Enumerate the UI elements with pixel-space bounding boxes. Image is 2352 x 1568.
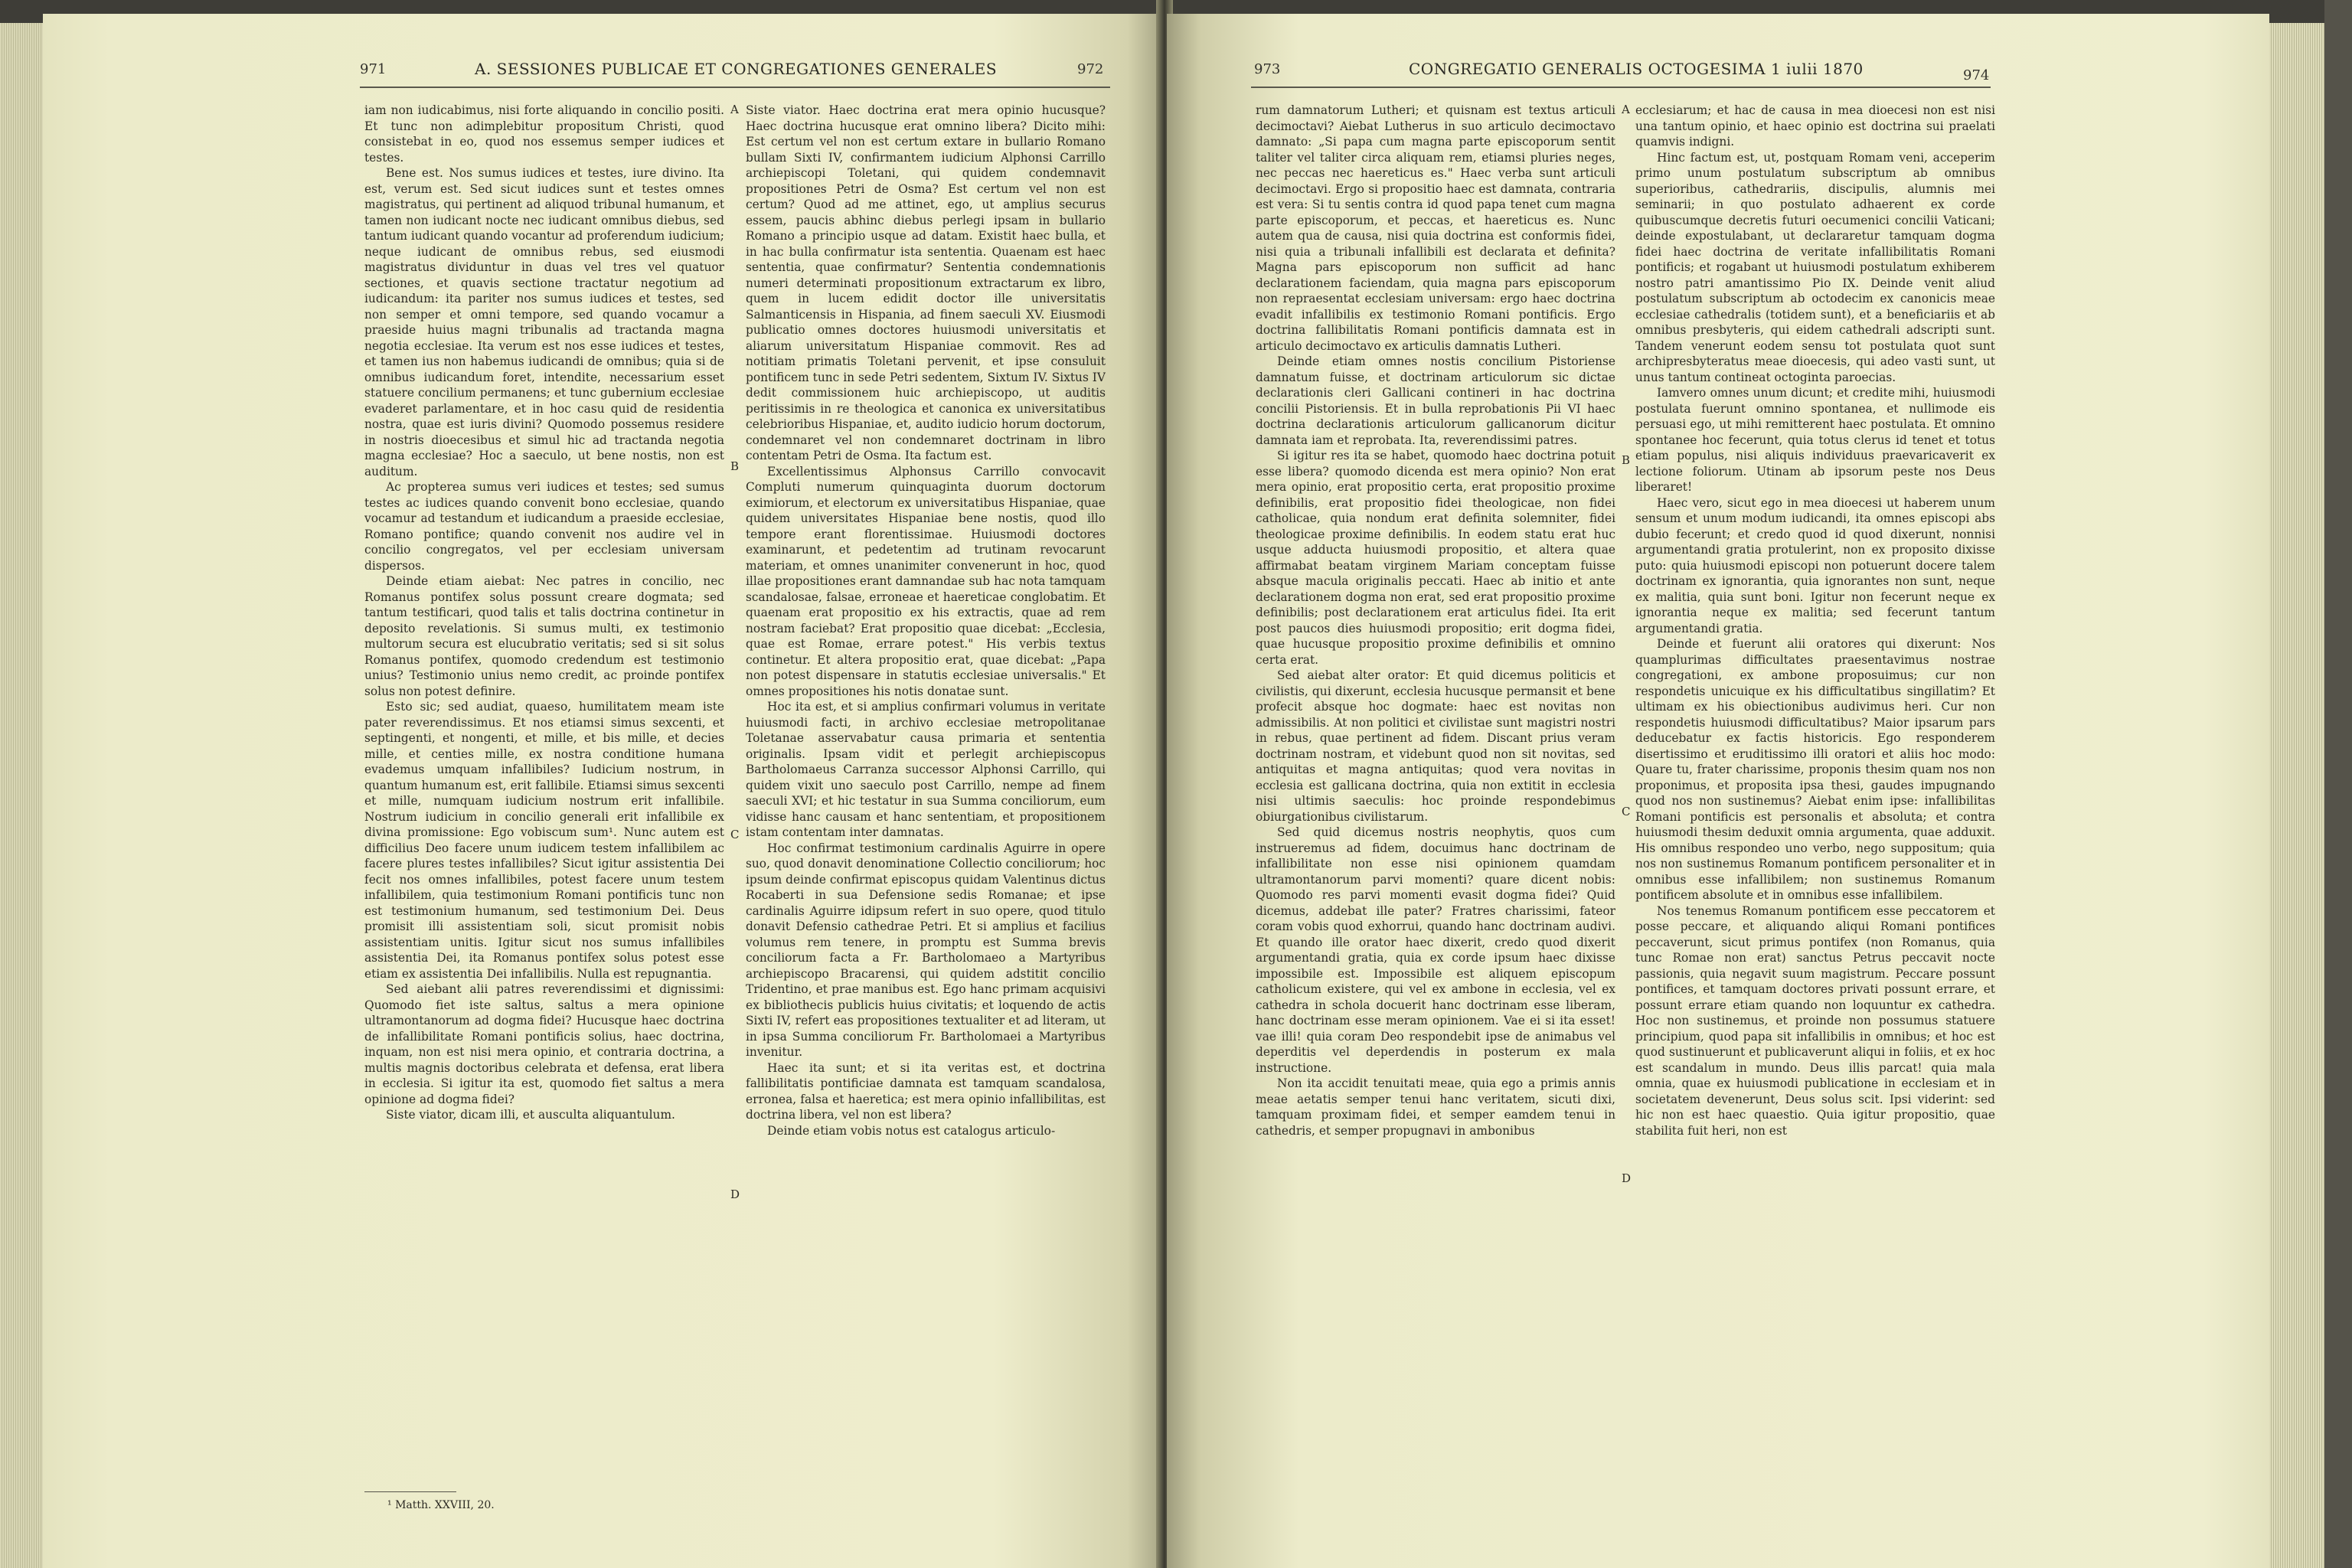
footnote-rule	[364, 1491, 456, 1492]
paragraph: Haec vero, sicut ego in mea dioecesi ut haberem unum sensum et unum modum iudicandi, ita omnes episcopi abs dubio fecerunt; et credo quod id quod dixerunt, nonnisi argumentandi gratia protulerint, non ex proposito dixisse puto: quia huiusmodi episcopi non potuerunt docere talem doctrinam ex ignorantia, quia ignorantes non sunt, neque ex malitia, quia sunt boni. Igitur non fecerunt neque ex ignorantia neque ex malitia; sed fecerunt tantum argumentandi gratia.	[1635, 495, 1995, 635]
margin-marker-d: D	[730, 1187, 740, 1201]
margin-marker-d: D	[1622, 1171, 1632, 1185]
right-page-edges	[2269, 23, 2324, 1568]
paragraph: iam non iudicabimus, nisi forte aliquando in concilio positi. Et tunc non adimplebitur propositum Christi, quod consistebat in eo, quod nos essemus semper iudices et testes.	[364, 103, 724, 165]
paragraph: Haec ita sunt; et si ita veritas est, et doctrina fallibilitatis pontificiae damnata est tamquam scandalosa, erronea, falsa et haeretica; est mera opinio infallibilitas, est doctrina libera, vel non est libera?	[746, 1060, 1106, 1122]
footnote: ¹ Matth. XXVIII, 20.	[387, 1499, 495, 1511]
margin-marker-b: B	[730, 459, 740, 473]
paragraph: Sed quid dicemus nostris neophytis, quos cum instrueremus ad fidem, docuimus hanc doctrinam de infallibilitate non esse nisi opinionem quamdam ultramontanorum parvi momenti? quare dicent nobis: Quomodo res parvi momenti evasit dogma fidei? Quid dicemus, addebat ille pater? Fratres charissimi, fateor coram vobis quod exhorrui, quando hanc doctrinam audivi. Et quando ille orator haec dixerit, credo quod dixerit argumentandi gratia, quia ex corde ipsum haec dixisse impossibile est. Impossibile est aliquem episcopum catholicum existere, qui vel ex ambone in ecclesia, vel ex cathedra in schola docuerit hanc doctrinam esse liberam, hanc doctrinam esse meram opinionem. Vae ei si ita esset! vae illi! quia coram Deo respondebit ipse de animabus vel deperditis vel deperdendis in posterum ex mala instructione.	[1256, 825, 1615, 1075]
paragraph: Deinde etiam vobis notus est catalogus articulo-	[767, 1123, 1056, 1138]
paragraph: rum damnatorum Lutheri; et quisnam est textus articuli decimoctavi? Aiebat Lutherus in suo articulo decimoctavo damnato: „Si papa cum magna parte episcoporum sentit taliter vel taliter circa aliquam rem, etiamsi pluries neges, nec peccas nec haereticus es." Haec verba sunt articuli decimoctavi. Ergo si propositio haec est damnata, contraria est vera: Si tu sentis contra id quod papa tenet cum magna parte episcoporum, et peccas, et haereticus es. Nunc autem qua de causa, nisi quia doctrina est conformis fidei, nisi quia a tribunali infallibili est declarata et definita? Magna pars episcoporum non sufficit ad hanc declarationem faciendam, quia magna pars episcoporum non repraesentat ecclesiam universam: ergo haec doctrina evadit infallibilis ex testimonio Romani pontificis. Ergo doctrina fallibilitatis Romani pontificis damnata est in articulo decimoctavo ex articulis damnatis Lutheri.	[1256, 103, 1615, 353]
page-number-973: 973	[1254, 61, 1281, 77]
paragraph: Non ita accidit tenuitati meae, quia ego a primis annis meae aetatis semper tenui hanc veritatem, sicuti dixi, tamquam proximam fidei, et semper eamdem tenui in cathedris, et semper propugnavi in ambonibus	[1256, 1076, 1615, 1138]
right-page	[1167, 14, 2269, 1568]
header-rule	[360, 87, 1110, 88]
paragraph: Hinc factum est, ut, postquam Romam veni, acceperim primo unum postulatum subscriptum ab omnibus superioribus, cathedrariis, discipulis, alumnis mei seminarii; in quo postulato adhaerent ex corde quibuscumque decretis futuri oecumenici concilii Vaticani; deinde expostulabant, ut declararetur tamquam dogma fidei haec doctrina de veritate infallibilitatis Romani pontificis; et rogabant ut huiusmodi postulatum exhiberem nostro patri amantissimo Pio IX. Deinde venit aliud postulatum subscriptum ab octodecim ex canonicis meae ecclesiae cathedralis (totidem sunt), et a beneficiariis et ab omnibus presbyteris, qui eidem cathedrali adscripti sunt. Tandem venerunt eodem sensu tot postulata quot sunt archipresbyteratus meae dioecesis, qui adeo vasti sunt, ut unus tantum contineat octoginta paroecias.	[1635, 150, 1995, 384]
left-page-column-2	[746, 103, 1106, 1511]
left-page-column-1	[364, 103, 724, 1481]
margin-marker-c: C	[1622, 805, 1631, 818]
paragraph: Sed aiebant alii patres reverendissimi et dignissimi: Quomodo fiet iste saltus, saltus a mera opinione ultramontanorum ad dogma fidei? Hucusque haec doctrina de infallibilitate Romani pontificis solius, haec doctrina, inquam, non est nisi mera opinio, et contraria doctrina, a multis magnis doctoribus celebrata et defensa, erat libera in ecclesia. Si igitur ita est, quomodo fiet saltus a mera opinione ad dogma fidei?	[364, 982, 724, 1106]
margin-marker-b: B	[1622, 453, 1631, 467]
margin-marker-a: A	[1622, 103, 1630, 116]
paragraph: Siste viator. Haec doctrina erat mera opinio hucusque? Haec doctrina hucusque erat omnino libera? Dicito mihi: Est certum vel non est certum extare in bullario Romano bullam Sixti IV, confirmantem iudicium Alphonsi Carrillo archiepiscopi Toletani, qui quidem condemnavit propositiones Petri de Osma? Est certum vel non est certum? Quod ad me attinet, ego, ut amplius securus essem, paucis abhinc diebus perlegi ipsam in bullario Romano a principio usque ad datam. Existit haec bulla, et in hac bulla confirmatur ista sententia. Quaenam est haec sententia, quae confirmatur? Sententia condemnationis numeri determinati propositionum extractarum ex libro, quem in lucem edidit doctor ille universitatis Salmanticensis in Hispania, ad finem saeculi XV. Eiusmodi publicatio omnes doctores huiusmodi universitatis et aliarum universitatum Hispaniae commovit. Res ad notitiam primatis Toletani pervenit, et ipse consuluit pontificem tunc in sede Petri sedentem, Sixtum IV. Sixtus IV dedit commissionem huic archiepiscopo, ut auditis peritissimis in re theologica et canonica ex universitatibus celebrioribus Hispaniae, et, audito iudicio horum doctorum, condemnaret vel non condemnaret doctrinam in libro contentam Petri de Osma. Ita factum est.	[746, 103, 1106, 462]
paragraph: Nos tenemus Romanum pontificem esse peccatorem et posse peccare, et aliquando aliqui Romani pontifices peccaverunt, sicut primus pontifex (non Romanus, quia tunc Romae non erat) sanctus Petrus peccavit nocte passionis, quia negavit suum magistrum. Peccare possunt pontifices, et tamquam doctores privati possunt errare, et possunt errare etiam quando non loquuntur ex cathedra. Hoc non sustinemus, et proinde non possumus statuere principium, quod papa sit infallibilis in omnibus; et hoc est quod sustinuerunt et publicaverunt aliqui in foliis, et ex hoc est scandalum in mundo. Deus illis parcat! quia mala omnia, quae ex huiusmodi publicatione in ecclesiam et in societatem devenerunt, Deus solus scit. Ipsi viderint: sed hic non est haec quaestio. Quia igitur propositio, quae stabilita fuit heri, non est	[1635, 903, 1995, 1138]
paragraph: Excellentissimus Alphonsus Carrillo convocavit Compluti numerum quinquaginta duorum doctorum eximiorum, et electorum ex universitatibus Hispaniae, quae quidem universitates Hispaniae bene nostis, quod illo tempore erant florentissimae. Huiusmodi doctores examinarunt, et pedetentim ad trutinam revocarunt materiam, et omnes unanimiter convenerunt in hoc, quod illae propositiones erant damnandae sub hac nota tamquam scandalosae, falsae, erroneae et haereticae conglobatim. Et quaenam erat propositio ex his extractis, quae ad rem nostram faciebat? Erat propositio quae dicebat: „Ecclesia, quae est Romae, errare potest." His verbis textus continetur. Et altera propositio erat, quae dicebat: „Papa non potest dispensare in statutis ecclesiae universalis." Et omnes propositiones his notis donatae sunt.	[746, 464, 1106, 698]
page-number-974: 974	[1963, 67, 1990, 83]
paragraph: Siste viator, dicam illi, et ausculta aliquantulum.	[386, 1108, 675, 1122]
left-page-edges	[0, 23, 43, 1568]
background-strip	[2324, 0, 2352, 1568]
paragraph: Hoc confirmat testimonium cardinalis Aguirre in opere suo, quod donavit denominatione Collectio conciliorum; hoc ipsum deinde confirmat episcopus quidam Valentinus dictus Rocaberti in sua Defensione sedis Romanae; et ipse cardinalis Aguirre idipsum refert in suo opere, quod titulo donavit Defensio cathedrae Petri. Et si amplius et facilius volumus rem tenere, in promptu est Summa brevis conciliorum facta a Fr. Bartholomaeo a Martyribus archiepiscopo Bracarensi, qui quidem adstitit concilio Tridentino, et prae manibus est. Ego hanc primam acquisivi ex bibliothecis publicis huius civitatis; et loquendo de actis Sixti IV, refert eas propositiones textualiter et ad literam, ut in ipsa Summa conciliorum Fr. Bartholomaei a Martyribus invenitur.	[746, 841, 1106, 1059]
paragraph: Si igitur res ita se habet, quomodo haec doctrina potuit esse libera? quomodo dicenda est mera opinio? Non erat mera opinio, erat propositio certa, erat propositio proxime definibilis, erat propositio fidei theologicae, non fidei catholicae, quia nondum erat definita solemniter, fidei theologicae proxime definibilis. In eodem statu erat huc usque adducta huiusmodi propositio, et altera quae affirmabat beatam virginem Mariam conceptam fuisse absque macula originalis peccati. Haec ab initio et ante declarationem dogma non erat, sed erat propositio proxime definibilis; post declarationem erat articulus fidei. Ita erit post paucos dies huiusmodi propositio; erit dogma fidei, quae hucusque propositio proxime definibilis et omnino certa erat.	[1256, 449, 1615, 667]
margin-marker-c: C	[730, 828, 740, 841]
page-number-971: 971	[360, 61, 387, 77]
paragraph: Deinde et fuerunt alii oratores qui dixerunt: Nos quamplurimas difficultates praesentavimus nostrae congregationi, ex ambone proposuimus; cur non respondetis unicuique ex his difficultatibus singillatim? Et ultimam ex his obiectionibus audivimus heri. Cur non respondetis huiusmodi difficultatibus? Maior ipsarum pars deducebatur ex factis historicis. Ego responderem disertissimo et eruditissimo illi oratori et aliis hoc modo: Quare tu, frater charissime, proponis thesim quam nos non proponimus, et proposita ipsa thesi, gaudes impugnando quod nos non sustinemus? Aiebat enim ipse: infallibilitas Romani pontificis est personalis et absoluta; et contra huiusmodi thesim deduxit omnia argumenta, quae adduxit. His omnibus respondeo uno verbo, nego suppositum; quia nos non sustinemus Romanum pontificem personaliter et in omnibus esse infallibilem; non sustinemus Romanum pontificem absolute et in omnibus esse infallibilem.	[1635, 637, 1995, 902]
right-page-column-1	[1256, 103, 1615, 1519]
page-number-972: 972	[1077, 61, 1104, 77]
paragraph: Bene est. Nos sumus iudices et testes, iure divino. Ita est, verum est. Sed sicut iudices sunt et testes omnes magistratus, qui pertinent ad aliquod tribunal humanum, et tamen non iudicant nocte nec iudicant omnibus diebus, sed tantum iudicant quando vocantur ad proferendum iudicium; neque iudicant de omnibus rebus, sed eiusmodi magistratus dividuntur in duas vel tres vel quatuor sectiones, et quavis sectione tractatur negotium ad iudicandum: ita pariter nos sumus iudices et testes, sed non semper et omni tempore, sed quando vocamur a praeside huius magni tribunalis ad tractanda magna negotia ecclesiae. Ita verum est nos esse iudices et testes, et tamen ius non habemus iudicandi de omnibus; quia si de omnibus iudicandum foret, intendite, necessarium esset statuere concilium permanens; et tunc gubernium ecclesiae evaderet parlamentare, et in hoc casu quid de residentia nostra, quae est iuris divini? Quomodo possemus residere in nostris dioecesibus et simul hic ad tractanda negotia magna ecclesiae? Hoc a saeculo, ut bene nostis, non est auditum.	[364, 166, 724, 479]
paragraph: Ac propterea sumus veri iudices et testes; sed sumus testes ac iudices quando convenit bono ecclesiae, quando vocamur ad testandum et iudicandum a praeside ecclesiae, Romano pontifice; quando convenit nos audire vel in concilio congregatos, vel per ecclesiam universam dispersos.	[364, 480, 724, 573]
paragraph: Hoc ita est, et si amplius confirmari volumus in veritate huiusmodi facti, in archivo ecclesiae metropolitanae Toletanae asservabatur causa primaria et sententia originalis. Ipsam vidit et perlegit archiepiscopus Bartholomaeus Carranza successor Alphonsi Carrillo, qui quidem vixit uno saeculo post Carrillo, nempe ad finem saeculi XVI; et hic testatur in sua Summa conciliorum, eum vidisse hanc causam et hanc sententiam, et propositionem istam contentam inter damnatas.	[746, 700, 1106, 839]
margin-marker-a: A	[730, 103, 739, 116]
left-page	[43, 14, 1161, 1568]
header-rule	[1251, 87, 1991, 88]
right-running-head: CONGREGATIO GENERALIS OCTOGESIMA 1 iulii 1870	[1409, 60, 1864, 78]
paragraph: Esto sic; sed audiat, quaeso, humilitatem meam iste pater reverendissimus. Et nos etiamsi simus sexcenti, et septingenti, et nongenti, et mille, et bis mille, et decies mille, et centies mille, ex nostra conditione humana evademus umquam infallibiles? Iudicium nostrum, in quantum humanum est, erit fallibile. Etiamsi simus sexcenti et mille, numquam iudicium nostrum erit infallibile. Nostrum iudicium in concilio generali erit infallibile ex divina promissione: Ego vobiscum sum¹. Nunc autem est difficilius Deo facere unum iudicem testem infallibilem ac facere plures testes infallibiles? Sicut igitur assistentia Dei fecit nos omnes infallibiles, potest facere unum testem infallibilem, quia testimonium Romani pontificis tunc non est testimonium humanum, sed testimonium Dei. Deus promisit illi assistentiam soli, sicut promisit nobis assistentiam unitis. Igitur sicut nos sumus infallibiles assistentia Dei, ita Romanus pontifex solus potest esse etiam ex assistentia Dei infallibilis. Nulla est repugnantia.	[364, 700, 724, 981]
paragraph: Deinde etiam aiebat: Nec patres in concilio, nec Romanus pontifex solus possunt creare dogmata; sed tantum testificari, quod talis et talis doctrina continetur in deposito revelationis. Si sumus multi, ex testimonio multorum secura est elucubratio veritatis; sed si sit solus Romanus pontifex, quomodo credendum est testimonio unius? Testimonio unius nemo credit, ac proinde pontifex solus non potest definire.	[364, 574, 724, 698]
paragraph: Iamvero omnes unum dicunt; et credite mihi, huiusmodi postulata fuerunt omnino spontanea, et nullimode eis persuasi ego, ut mihi remitterent haec postulata. Et omnino spontanee hoc fecerunt, quia totus clerus id tenet et totus etiam populus, nisi aliquis individuus praevaricaverit ex lectione foliorum. Utinam ab ipsorum peste nos Deus liberaret!	[1635, 386, 1995, 494]
left-running-head: A. SESSIONES PUBLICAE ET CONGREGATIONES GENERALES	[475, 60, 998, 78]
paragraph: ecclesiarum; et hac de causa in mea dioecesi non est nisi una tantum opinio, et haec opinio est doctrina sui praelati quamvis indigni.	[1635, 103, 1995, 149]
right-page-column-2	[1635, 103, 1995, 1519]
paragraph: Deinde etiam omnes nostis concilium Pistoriense damnatum fuisse, et doctrinam articulorum sic dictae declarationis cleri Gallicani contineri in hac doctrina concilii Pistoriensis. Et in bulla reprobationis Pii VI haec doctrina declarationis articulorum gallicanorum dicitur damnata iam et reprobata. Ita, reverendissimi patres.	[1256, 354, 1615, 447]
paragraph: Sed aiebat alter orator: Et quid dicemus politicis et civilistis, qui dixerunt, ecclesia hucusque permansit et bene profecit absque hoc dogmate: haec est novitas non admissibilis. At non politici et civilistae sunt magistri nostri in rebus, quae pertinent ad fidem. Discant prius veram doctrinam nostram, et videbunt quod non sit novitas, sed antiquitas et magna antiquitas; quod vera novitas in ecclesia est gallicana doctrina, quia non extitit in ecclesia nisi ultimis saeculis: hoc proinde respondebimus obiurgationibus civilistarum.	[1256, 668, 1615, 824]
